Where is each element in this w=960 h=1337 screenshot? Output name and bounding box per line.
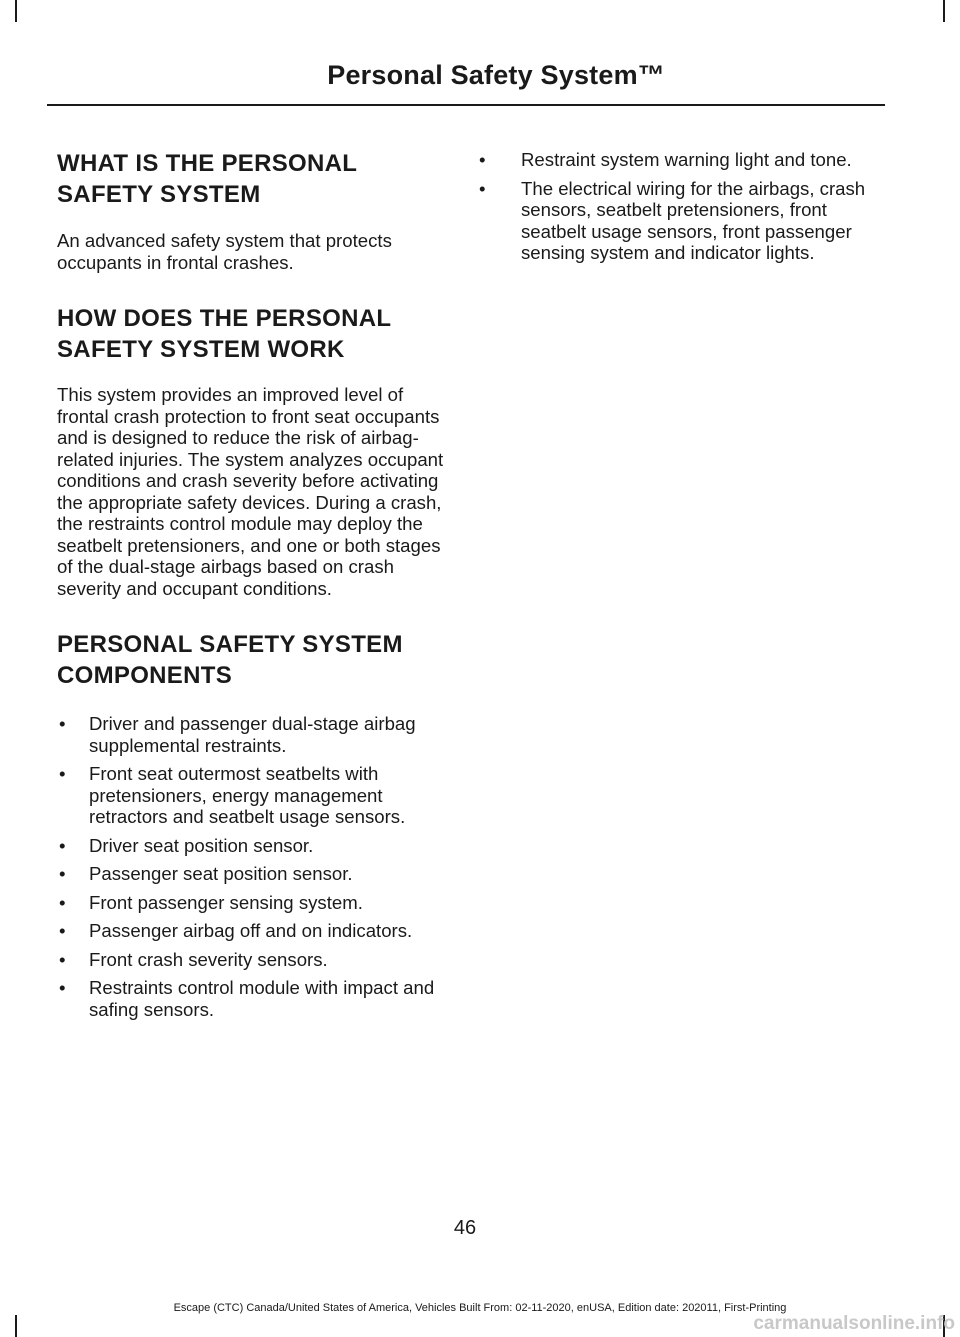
crop-mark-bottom-left	[15, 1315, 17, 1337]
section-paragraph-what-is: An advanced safety system that protects occupants in frontal crashes.	[57, 230, 392, 273]
section-heading-components	[57, 629, 449, 691]
list-item: • Passenger airbag off and on indicators.	[59, 920, 413, 941]
list-item: • Front seat outermost seatbelts with pretensioners, energy management retractors and seatbelt usage sensors.	[59, 763, 406, 827]
right-column	[477, 149, 887, 271]
components-list-right	[477, 149, 887, 264]
bullet-icon: •	[479, 177, 486, 199]
section-heading-what-is	[57, 148, 449, 210]
list-item: • Driver seat position sensor.	[59, 834, 314, 856]
list-item: • Driver and passenger dual-stage airbag supplemental restraints.	[59, 713, 416, 756]
heading-line: WHAT IS THE PERSONAL	[57, 150, 358, 177]
crop-mark-top-left	[15, 0, 17, 22]
bullet-icon: •	[59, 863, 66, 884]
list-item: • Passenger seat position sensor.	[59, 863, 353, 884]
heading-line: HOW DOES THE PERSONAL	[57, 305, 392, 332]
bullet-icon: •	[59, 834, 66, 856]
heading-line: PERSONAL SAFETY SYSTEM	[57, 631, 403, 658]
list-item: • Restraint system warning light and tone.	[479, 149, 852, 170]
heading-line: COMPONENTS	[57, 662, 233, 689]
bullet-icon: •	[59, 977, 66, 998]
bullet-icon: •	[59, 948, 66, 970]
crop-mark-top-right	[943, 0, 945, 22]
list-item: • Front passenger sensing system.	[59, 891, 363, 913]
heading-line: SAFETY SYSTEM	[57, 181, 261, 208]
bullet-icon: •	[59, 763, 66, 784]
page-number: 46	[453, 1217, 477, 1239]
list-item: • The electrical wiring for the airbags, crash sensors, seatbelt pretensioners, front seatbelt usage sensors, front passenger sensing system and indicator lights.	[479, 177, 866, 263]
bullet-icon: •	[59, 891, 66, 913]
section-paragraph-how-does: This system provides an improved level of frontal crash protection to front seat occupants and is designed to reduce the risk of airbag-related injuries. The system analyzes occupant conditions and crash severity before activating the appropriate safety devices. During a crash, the restraints control module may deploy the seatbelt pretensioners, and one or both stages of the dual-stage airbags based on crash severity and occupant conditions.	[57, 384, 444, 599]
footer-edition-note: Escape (CTC) Canada/United States of America, Vehicles Built From: 02-11-2020, enUSA, Edition date: 202011, First-Printing	[173, 1302, 787, 1314]
bullet-icon: •	[59, 713, 66, 734]
header-divider	[47, 104, 885, 106]
page-title: Personal Safety System™	[327, 60, 665, 90]
components-list-left	[57, 713, 449, 1020]
list-item: • Front crash severity sensors.	[59, 948, 328, 970]
bullet-icon: •	[479, 149, 486, 170]
section-heading-how-does	[57, 303, 449, 365]
list-item: • Restraints control module with impact and safing sensors.	[59, 977, 435, 1020]
heading-line: SAFETY SYSTEM WORK	[57, 336, 345, 363]
watermark: carmanualsonline.info	[753, 1313, 955, 1334]
left-column	[57, 148, 449, 1027]
bullet-icon: •	[59, 920, 66, 941]
